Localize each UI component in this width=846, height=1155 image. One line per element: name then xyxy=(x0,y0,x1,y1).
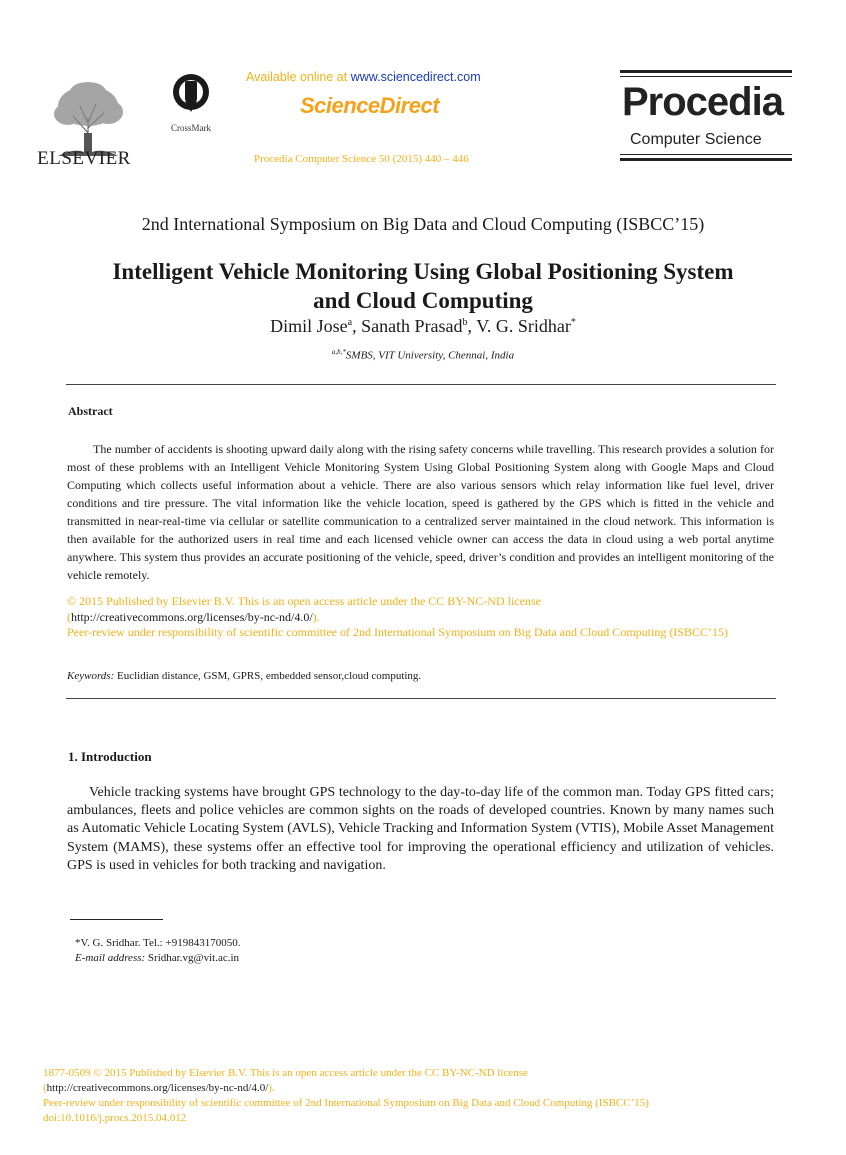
crossmark-label: CrossMark xyxy=(171,123,211,133)
author-name: Dimil Jose xyxy=(270,316,348,336)
section-heading-introduction: 1. Introduction xyxy=(68,749,152,764)
email-address[interactable]: Sridhar.vg@vit.ac.in xyxy=(145,952,240,964)
copyright-line: 1877-0509 © 2015 Published by Elsevier B.V. This is an open access article under the CC BY-NC-ND license xyxy=(43,1067,528,1079)
copyright-license-link[interactable]: http://creativecommons.org/licenses/by-nc-nd/4.0/ xyxy=(46,1082,269,1094)
elsevier-wordmark: ELSEVIER xyxy=(37,148,131,169)
license-notice xyxy=(67,594,774,641)
introduction-body: Vehicle tracking systems have brought GPS technology to the day-to-day life of the common man. Today GPS fitted cars; ambulances, fleets and police vehicles are common sights on the roads of developed countries. Known by many names such as Automatic Vehicle Locating System (AVLS), Vehicle Tracking and Information System (VTIS), Mobile Asset Management System (MAMS), these systems offer an effective tool for improving the operational efficiency and utilization of vehicles. GPS is used in vehicles for both tracking and navigation. xyxy=(67,785,774,873)
author-separator: , xyxy=(352,316,362,336)
peer-review-note: Peer-review under responsibility of scientific committee of 2nd International Symposium on Big Data and Cloud Computing (ISBCC’15) xyxy=(67,625,728,639)
available-online-line xyxy=(246,70,481,84)
crossmark-icon xyxy=(171,72,211,116)
keywords xyxy=(67,670,421,682)
author-separator: , xyxy=(467,316,477,336)
author-name: V. G. Sridhar xyxy=(476,316,571,336)
keywords-text: Euclidian distance, GSM, GPRS, embedded sensor,cloud computing. xyxy=(114,670,422,682)
divider xyxy=(66,698,776,699)
copyright-footer xyxy=(43,1066,783,1126)
sciencedirect-logo: ScienceDirect xyxy=(300,93,440,118)
abstract-body: The number of accidents is shooting upward daily along with the rising safety concerns while travelling. This research provides a solution for most of these problems with an Intelligent Vehicle Monitoring System Using Global Positioning System along with Google Maps and Cloud Computing which collects useful information about a vehicle. There are also various sensors which relay information like fuel level, driver conditions and tire pressure. The vital information like the vehicle location, speed is gathered by the GPS which is fitted in the vehicle and transmitted in near-real-time via cellular or satellite communication to a centralized server maintained in the cloud network. This information is then available for the authorized users in real time and each licensed vehicle owner can access the data in cloud using a web portal anytime anywhere. This system thus provides an accurate positioning of the vehicle, speed, driver’s condition and provides an intelligent monitoring of the vehicle remotely. xyxy=(67,442,774,582)
license-paren: ). xyxy=(312,609,320,624)
author-affiliation-mark: a xyxy=(347,317,353,328)
doi[interactable]: doi:10.1016/j.procs.2015.04.012 xyxy=(43,1112,187,1124)
available-online-prefix: Available online at xyxy=(246,70,351,84)
author-affiliation-mark: * xyxy=(570,317,576,328)
paper-title-line-1: Intelligent Vehicle Monitoring Using Global Positioning System xyxy=(112,259,734,284)
conference-name: 2nd International Symposium on Big Data and Cloud Computing (ISBCC’15) xyxy=(141,214,705,234)
keywords-label: Keywords: xyxy=(67,670,115,682)
copyright-paren: ). xyxy=(268,1082,275,1094)
sciencedirect-link[interactable]: www.sciencedirect.com xyxy=(350,70,481,84)
affiliation xyxy=(0,348,846,362)
paper-title xyxy=(40,257,806,315)
journal-reference: Procedia Computer Science 50 (2015) 440 – 446 xyxy=(254,153,469,165)
divider xyxy=(66,384,776,385)
footnote-rule xyxy=(70,919,163,920)
author-affiliation-mark: b xyxy=(462,317,468,328)
license-line: © 2015 Published by Elsevier B.V. This is an open access article under the CC BY-NC-ND license xyxy=(67,594,541,608)
abstract-heading: Abstract xyxy=(68,404,113,418)
procedia-masthead xyxy=(620,70,792,162)
copyright-paren: ( xyxy=(43,1082,47,1094)
copyright-peer-review: Peer-review under responsibility of scientific committee of 2nd International Symposium on Big Data and Cloud Computing (ISBCC’15) xyxy=(43,1097,649,1109)
author-list xyxy=(0,316,846,337)
masthead-bottom-thin-rule xyxy=(620,154,792,155)
procedia-title: Procedia xyxy=(622,80,783,124)
masthead-top-thin-rule xyxy=(620,76,792,77)
affiliation-text: SMBS, VIT University, Chennai, India xyxy=(345,349,515,362)
procedia-subtitle: Computer Science xyxy=(630,131,762,148)
license-url-link[interactable]: http://creativecommons.org/licenses/by-nc-nd/4.0/ xyxy=(71,609,313,624)
footnote-email xyxy=(75,952,239,964)
masthead-top-rule xyxy=(620,70,792,73)
footnote-corresponding-author: *V. G. Sridhar. Tel.: +919843170050. xyxy=(75,937,241,949)
author-name: Sanath Prasad xyxy=(361,316,463,336)
affiliation-marks: a,b,* xyxy=(331,348,346,356)
license-paren: ( xyxy=(67,609,71,624)
email-label: E-mail address: xyxy=(75,952,146,964)
masthead-bottom-rule xyxy=(620,158,792,161)
paper-title-line-2: and Cloud Computing xyxy=(313,288,533,313)
crossmark-badge[interactable] xyxy=(165,72,217,133)
